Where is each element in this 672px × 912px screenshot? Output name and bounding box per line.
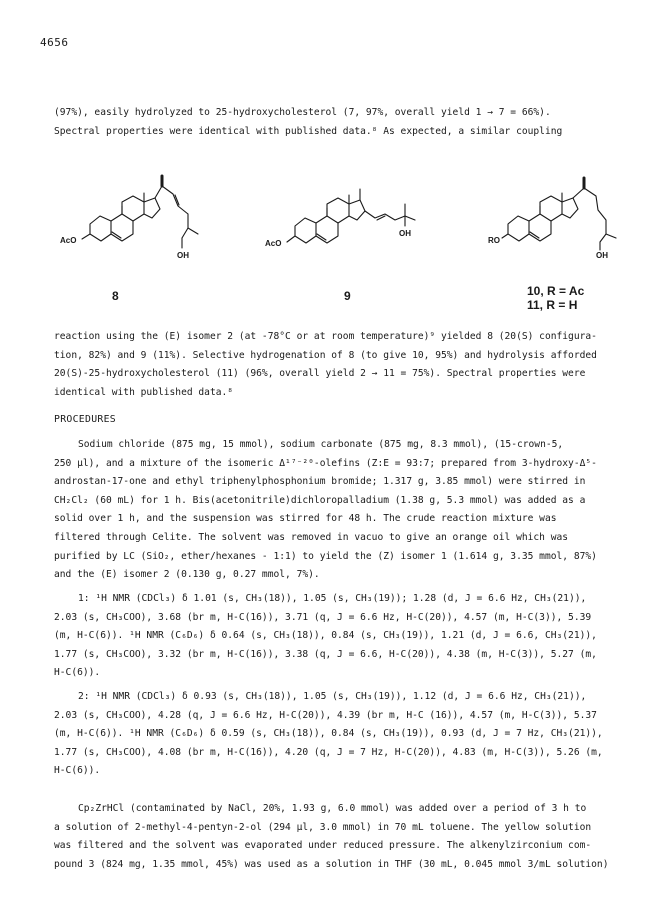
oh-label: OH	[399, 229, 411, 238]
structure-8-drawing	[60, 176, 230, 271]
compound-label-9: 9	[344, 289, 351, 303]
structure-10-11	[488, 176, 638, 271]
compound-label-11: 11, R = H	[527, 298, 578, 312]
procedure-paragraph-1: Sodium chloride (875 mg, 15 mmol), sodium carbonate (875 mg, 8.3 mmol), (15-crown-5, 250 μl), and a mixture of the isomeric Δ¹⁷⁻²⁰-olefins (Z:E = 93:7; prepared from 3-hydroxy-Δ⁵- androstan-17-one and ethyl triphenylphosphonium bromide; 1.317 g, 3.85 mmol) were stirred in CH₂Cl₂ (60 mL) for 1 h. Bis(acetonitrile)dichloropalladium (1.38 g, 5.3 mmol) was added as a solid over 1 h, and the suspension was stirred for 48 h. The crude reaction mixture was filtered through Celite. The solvent was removed in vacuo to give an orange oil which was purified by LC (SiO₂, ether/hexanes - 1:1) to yield the (Z) isomer 1 (1.614 g, 3.35 mmol, 87%) and the (E) isomer 2 (0.130 g, 0.27 mmol, 7%).	[54, 439, 597, 581]
nmr-paragraph-2: 2: ¹H NMR (CDCl₃) δ 0.93 (s, CH₃(18)), 1.05 (s, CH₃(19)), 1.12 (d, J = 6.6 Hz, CH₃(21)), 2.03 (s, CH₃COO), 4.28 (q, J = 6.6 Hz, H-C(20)), 4.39 (br m, H-C (16)), 4.57 (m, H-C(3)), 5.37 (m, H-C(6)). ¹H NMR (C₆D₆) δ 0.59 (s, CH₃(18)), 0.84 (s, CH₃(19)), 0.93 (d, J = 7 Hz, CH₃(21)), 1.77 (s, CH₃COO), 4.08 (br m, H-C(16)), 4.20 (q, J = 7 Hz, H-C(20)), 4.83 (m, H-C(3)), 5.26 (m, H-C(6)).	[54, 691, 603, 777]
structure-8	[60, 176, 230, 271]
structure-9-drawing	[265, 182, 430, 267]
structure-9	[265, 182, 430, 267]
oh-label: OH	[596, 251, 608, 260]
ac-label: AcO	[60, 236, 77, 245]
ac-label: AcO	[265, 239, 282, 248]
procedures-heading: PROCEDURES	[54, 414, 116, 425]
compound-label-10: 10, R = Ac	[527, 284, 585, 298]
intro-paragraph: (97%), easily hydrolyzed to 25-hydroxycholesterol (7, 97%, overall yield 1 → 7 = 66%). Spectral properties were identical with published data.⁸ As expected, a similar coupling	[54, 107, 563, 137]
structure-10-11-drawing	[488, 176, 638, 271]
r-label: RO	[488, 236, 500, 245]
procedure-paragraph-2: Cp₂ZrHCl (contaminated by NaCl, 20%, 1.93 g, 6.0 mmol) was added over a period of 3 h to a solution of 2-methyl-4-pentyn-2-ol (294 μl, 3.0 mmol) in 70 mL toluene. The yellow solution was filtered and the solvent was evaporated under reduced pressure. The alkenylzirconium com- pound 3 (824 mg, 1.35 mmol, 45%) was used as a solution in THF (30 mL, 0.045 mmol 3/mL solution)	[54, 803, 609, 870]
nmr-paragraph-1: 1: ¹H NMR (CDCl₃) δ 1.01 (s, CH₃(18)), 1.05 (s, CH₃(19)); 1.28 (d, J = 6.6 Hz, CH₃(21)), 2.03 (s, CH₃COO), 3.68 (br m, H-C(16)), 3.71 (q, J = 6.6 Hz, H-C(20)), 4.57 (m, H-C(3)), 5.39 (m, H-C(6)). ¹H NMR (C₆D₆) δ 0.64 (s, CH₃(18)), 0.84 (s, CH₃(19)), 1.21 (d, J = 6.6, CH₃(21)), 1.77 (s, CH₃COO), 3.32 (br m, H-C(16)), 3.38 (q, J = 6.6, H-C(20)), 4.38 (m, H-C(3)), 5.27 (m, H-C(6)).	[54, 593, 597, 679]
page-number: 4656	[40, 36, 69, 49]
reaction-paragraph: reaction using the (E) isomer 2 (at -78°C or at room temperature)⁹ yielded 8 (20(S) configura- tion, 82%) and 9 (11%). Selective hydrogenation of 8 (to give 10, 95%) and hydrolysis afforded 20(S)-25-hydroxycholesterol (11) (96%, overall yield 2 → 11 = 75%). Spectral properties were identical with published data.⁸	[54, 331, 597, 398]
oh-label: OH	[177, 251, 189, 260]
compound-label-8: 8	[112, 289, 119, 303]
compound-label-10-11	[527, 284, 584, 312]
